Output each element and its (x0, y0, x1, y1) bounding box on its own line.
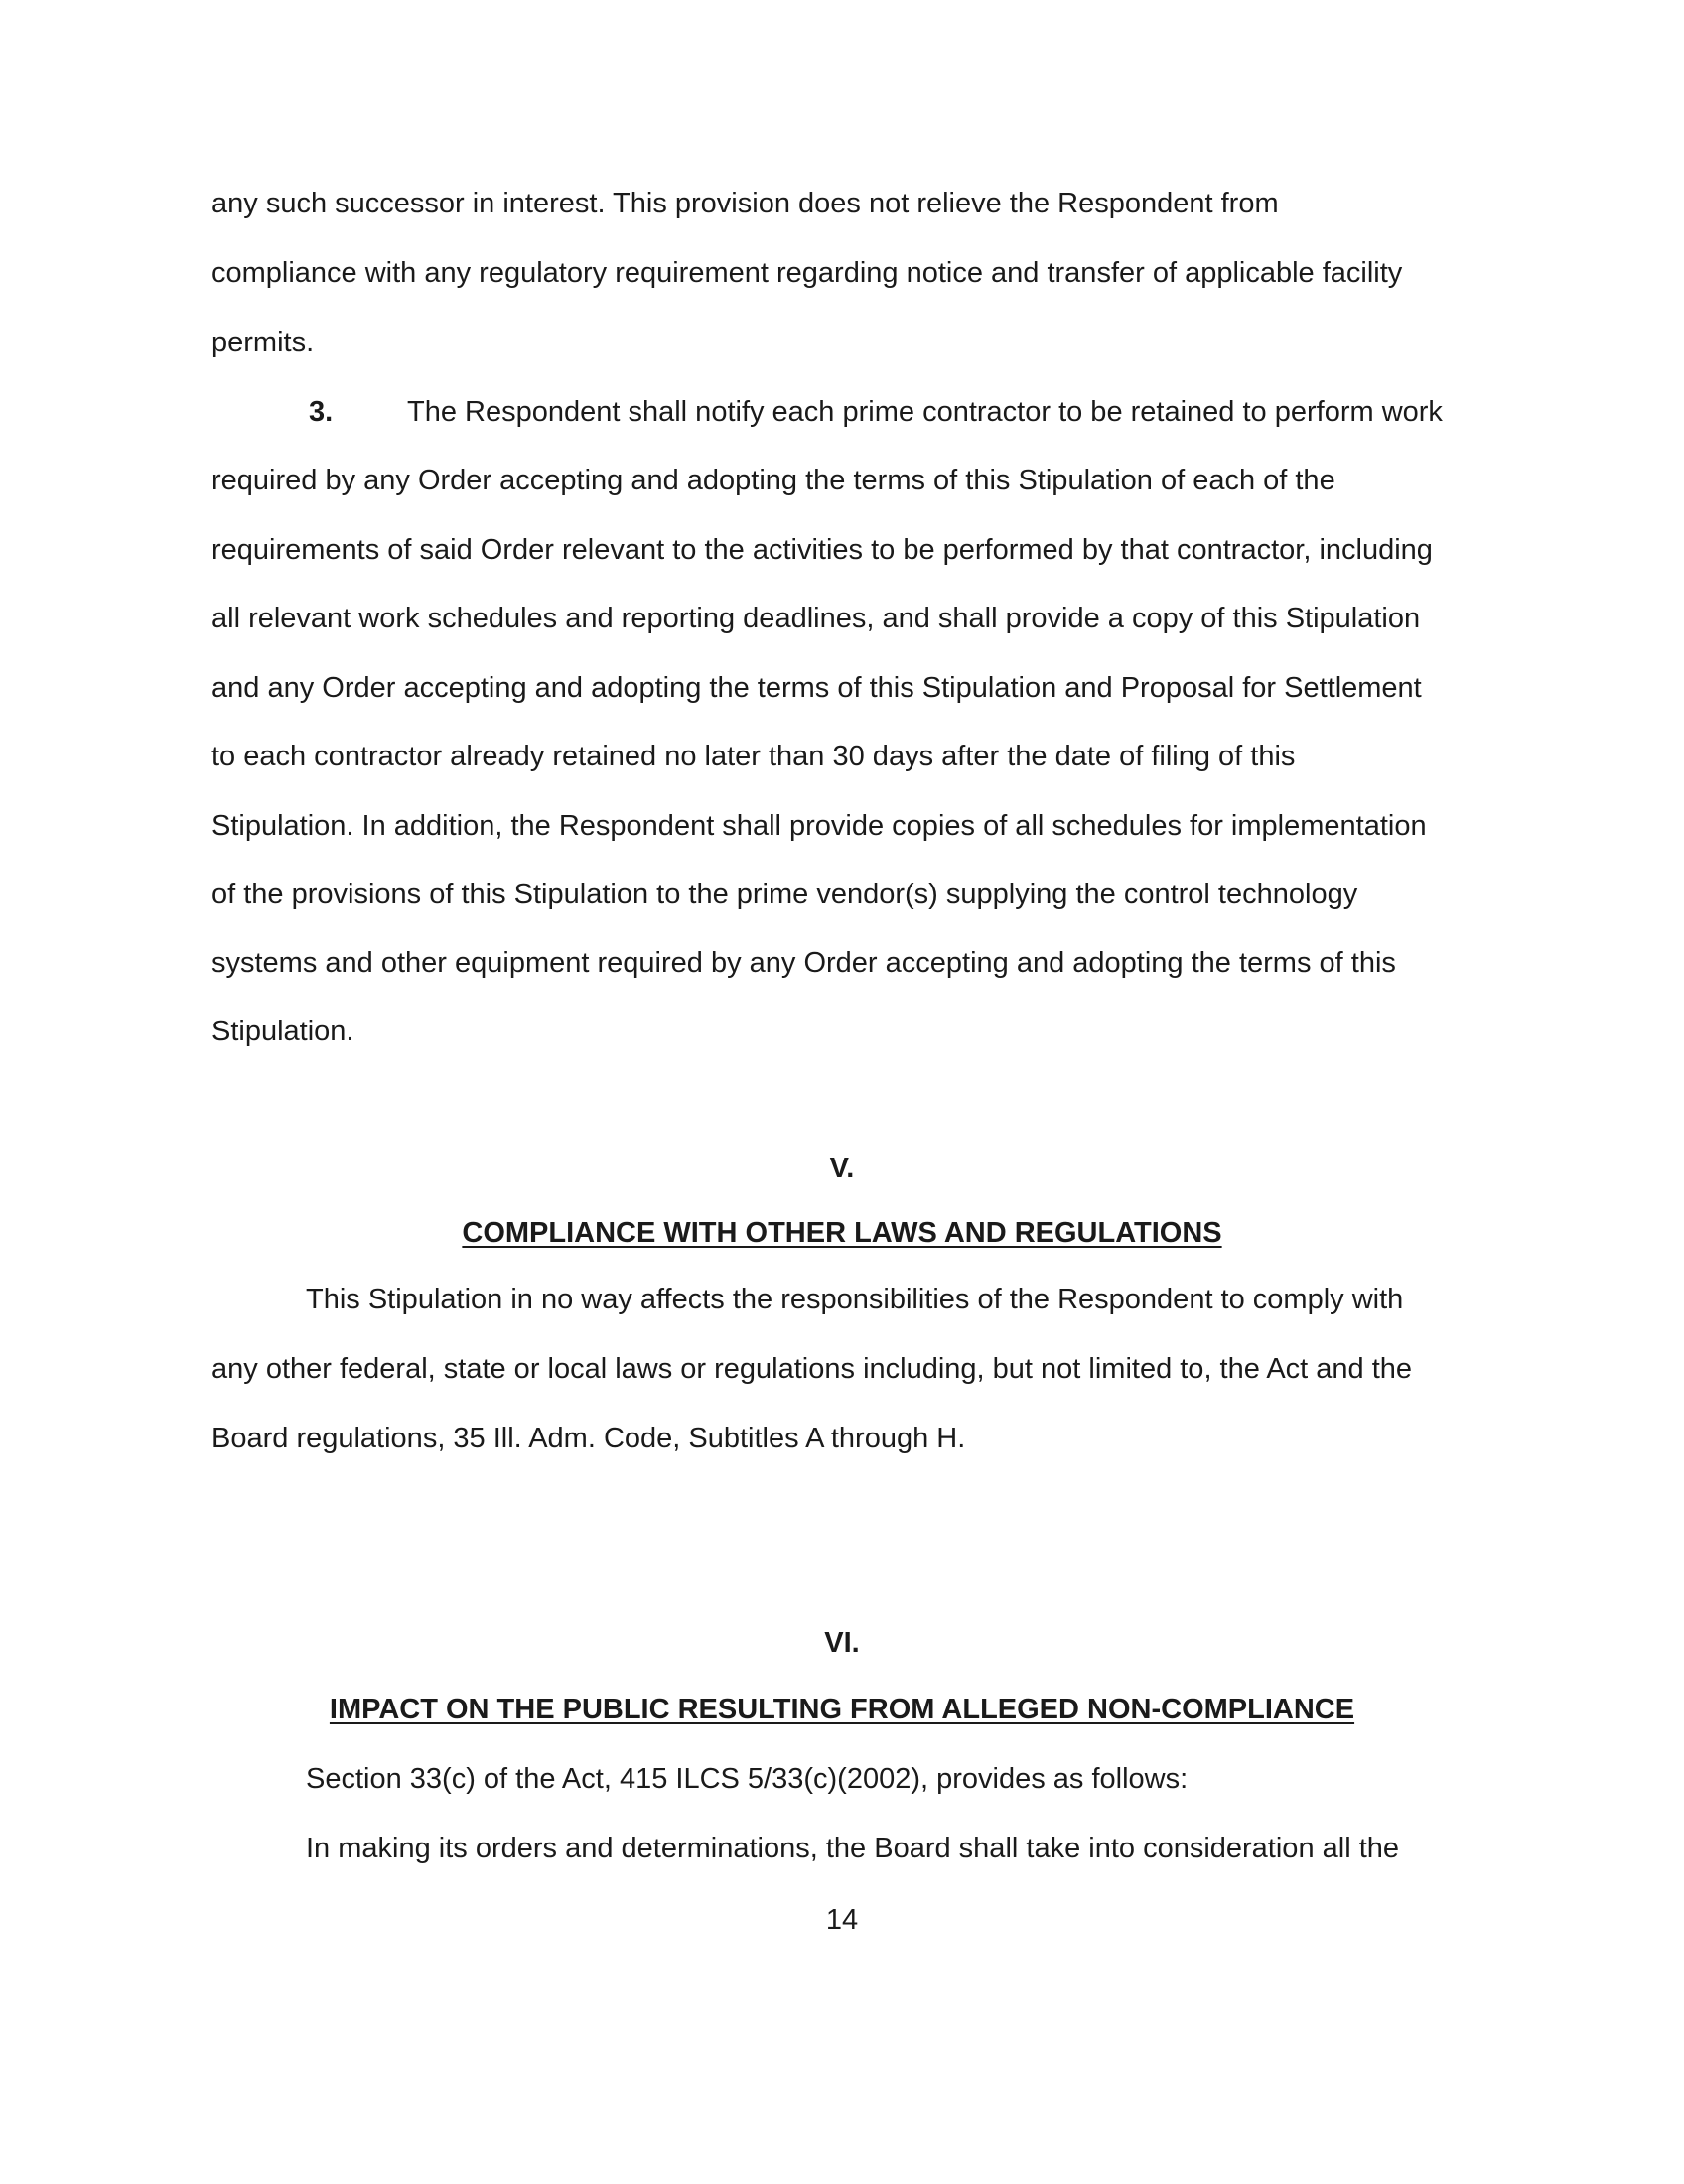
page-number: 14 (825, 1904, 859, 1936)
paragraph-number: 3. (309, 396, 334, 428)
text-line: all relevant work schedules and reporting deadlines, and shall provide a copy of this Stipulation (211, 603, 1421, 634)
section-numeral: VI. (824, 1627, 860, 1659)
text-line: Stipulation. (211, 1016, 354, 1047)
text-line: systems and other equipment required by any Order accepting and adopting the terms of this (211, 947, 1396, 979)
section-heading: IMPACT ON THE PUBLIC RESULTING FROM ALLEGED NON-COMPLIANCE (329, 1694, 1355, 1725)
text-line: any other federal, state or local laws or regulations including, but not limited to, the Act and the (211, 1353, 1413, 1385)
text-line: The Respondent shall notify each prime contractor to be retained to perform work (407, 396, 1443, 428)
text-line: required by any Order accepting and adopting the terms of this Stipulation of each of the (211, 465, 1335, 496)
text-line: requirements of said Order relevant to the activities to be performed by that contractor, including (211, 534, 1433, 566)
text-line: This Stipulation in no way affects the responsibilities of the Respondent to comply with (306, 1284, 1404, 1315)
text-line: compliance with any regulatory requirement regarding notice and transfer of applicable facility (211, 257, 1403, 289)
text-line: any such successor in interest. This provision does not relieve the Respondent from (211, 188, 1279, 219)
text-line: Stipulation. In addition, the Respondent shall provide copies of all schedules for implementation (211, 810, 1427, 842)
text-line: In making its orders and determinations, the Board shall take into consideration all the (306, 1833, 1400, 1864)
section-numeral: V. (829, 1153, 855, 1184)
text-line: of the provisions of this Stipulation to the prime vendor(s) supplying the control technology (211, 879, 1358, 910)
text-line: Section 33(c) of the Act, 415 ILCS 5/33(c)(2002), provides as follows: (306, 1763, 1189, 1795)
text-line: to each contractor already retained no later than 30 days after the date of filing of this (211, 741, 1296, 772)
text-line: and any Order accepting and adopting the terms of this Stipulation and Proposal for Settlement (211, 672, 1422, 704)
section-heading: COMPLIANCE WITH OTHER LAWS AND REGULATIONS (462, 1217, 1222, 1249)
text-line: Board regulations, 35 Ill. Adm. Code, Subtitles A through H. (211, 1423, 966, 1454)
text-line: permits. (211, 327, 315, 358)
